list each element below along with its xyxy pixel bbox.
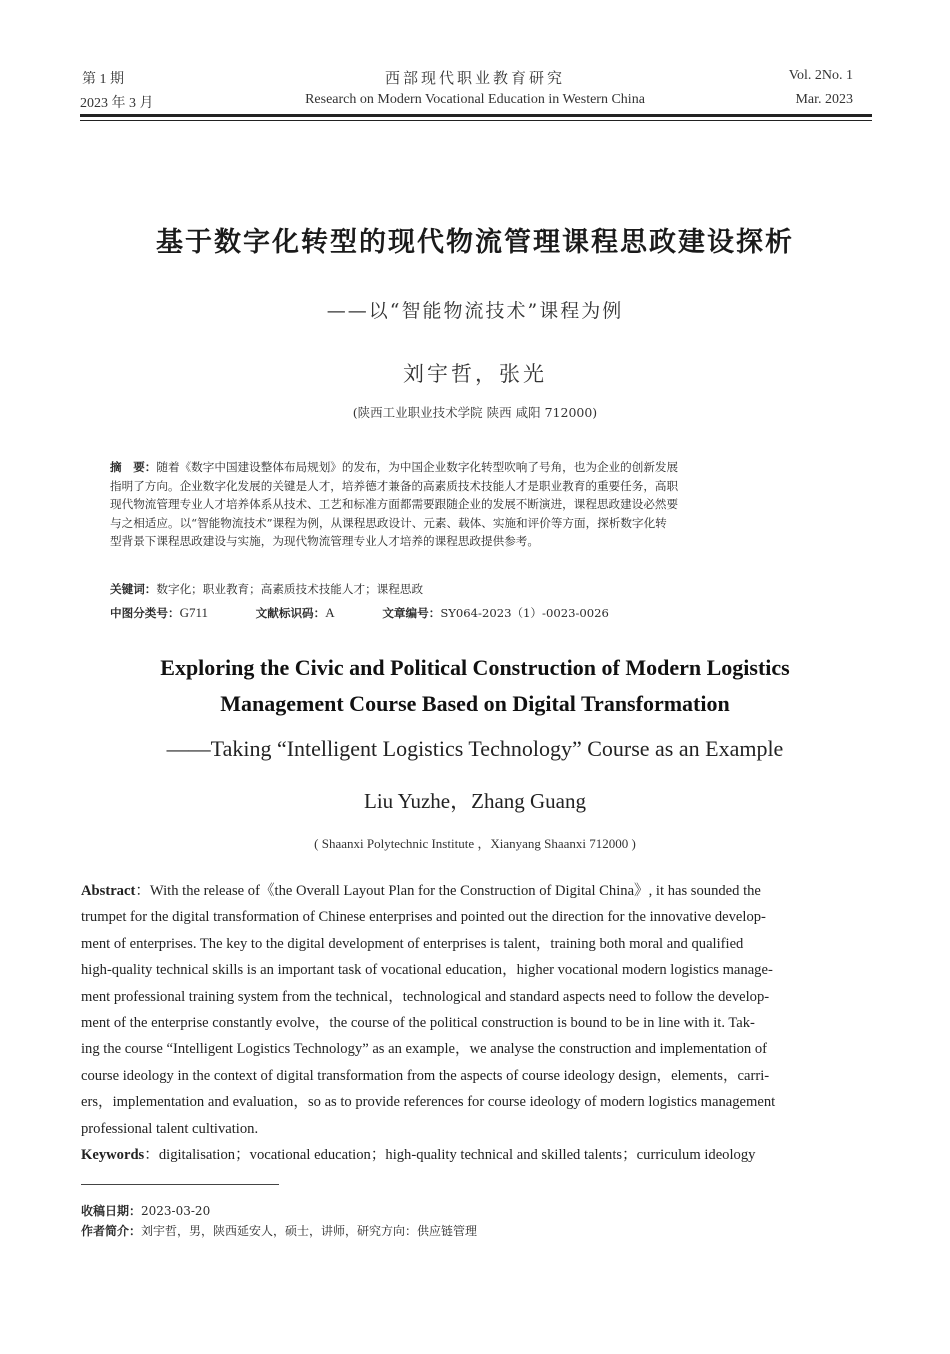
abstract-cn-line: 现代物流管理专业人才培养体系从技术、工艺和标准方面都需要跟随企业的发展不断演进，课程思政建设必然要 xyxy=(110,497,679,512)
abstract-en-line: course ideology in the context of digital transformation from the aspects of course ideology design，elements，carri- xyxy=(81,1067,770,1084)
title-en-line: Management Course Based on Digital Transformation xyxy=(220,691,730,716)
abstract-cn xyxy=(110,458,850,551)
keywords-cn xyxy=(110,580,423,599)
journal-name-en: Research on Modern Vocational Education in Western China xyxy=(305,92,645,107)
received-date: 收稿日期：2023-03-20 xyxy=(81,1204,211,1218)
keywords-cn-text: 数字化；职业教育；高素质技术技能人才；课程思政 xyxy=(156,582,424,596)
footnote xyxy=(81,1201,477,1241)
classification-line xyxy=(110,604,850,623)
footnote-rule xyxy=(81,1184,279,1185)
keywords-en: Keywords：digitalisation；vocational education；high-quality technical and skilled talents；curriculum ideology xyxy=(81,1147,756,1164)
affiliation-en: ( Shaanxi Polytechnic Institute ，Xianyang Shaanxi 712000 ) xyxy=(314,836,636,851)
article-number: SY064-2023（1）-0023-0026 xyxy=(440,606,609,620)
abstract-en-line: ers，implementation and evaluation，so as to provide references for course ideology of modern logistics management xyxy=(81,1094,776,1111)
affiliation-cn: (陕西工业职业技术学院 陕西 咸阳 712000) xyxy=(352,405,598,420)
keywords-en-text: digitalisation；vocational education；high-quality technical and skilled talents；curriculum ideology xyxy=(158,1147,756,1164)
abstract-en-line: ment of the enterprise constantly evolve，the course of the political construction is bound to be in line with it. Tak- xyxy=(81,1015,755,1032)
authors-en: Liu Yuzhe，Zhang Guang xyxy=(364,789,586,813)
abstract-cn-line: 型背景下课程思政建设与实施，为现代物流管理专业人才培养的课程思政提供参考。 xyxy=(110,534,539,549)
abstract-cn-label: 摘 要： xyxy=(110,460,157,474)
volume: Vol. 2No. 1 xyxy=(788,68,853,83)
abstract-cn-line: 与之相适应。以“智能物流技术”课程为例，从课程思政设计、元素、载体、实施和评价等方面，探析数字化转 xyxy=(110,515,667,530)
abstract-en-line: professional talent cultivation. xyxy=(81,1120,259,1137)
abstract-cn-line: 摘 要：随着《数字中国建设整体布局规划》的发布，为中国企业数字化转型吹响了号角，也为企业的创新发展 xyxy=(110,460,679,474)
abstract-en-line: ment of enterprises. The key to the digital development of enterprises is talent，training both moral and qualified xyxy=(81,935,744,952)
doc-code-label: 文献标识码： xyxy=(255,606,326,620)
authors-cn: 刘宇哲，张光 xyxy=(403,362,547,386)
abstract-en-line: ment professional training system from the technical，technological and standard aspects need to follow the develop- xyxy=(81,988,770,1005)
abstract-en-line: trumpet for the digital transformation of Chinese enterprises and pointed out the direction for the innovative develop- xyxy=(81,909,766,926)
abstract-en-line: Abstract：With the release of《the Overall Layout Plan for the Construction of Digital China》, it has sounded the xyxy=(81,883,761,899)
keywords-cn-label: 关键词： xyxy=(110,582,157,596)
abstract-cn-line: 指明了方向。企业数字化发展的关键是人才，培养德才兼备的高素质技术技能人才是职业教育的重要任务，高职 xyxy=(110,478,679,493)
subtitle-cn: ——以“智能物流技术”课程为例 xyxy=(326,300,624,322)
author-bio: 作者简介：刘宇哲，男，陕西延安人，硕士，讲师，研究方向：供应链管理 xyxy=(81,1224,478,1238)
title-en xyxy=(0,650,950,722)
header-rule-thick xyxy=(80,114,872,117)
subtitle-en: ——Taking “Intelligent Logistics Technology” Course as an Example xyxy=(166,736,784,761)
article-number-label: 文章编号： xyxy=(382,606,441,620)
issue-date-en: Mar. 2023 xyxy=(795,92,853,107)
abstract-en xyxy=(81,878,871,1168)
journal-name-cn: 西部现代职业教育研究 xyxy=(384,71,565,87)
abstract-en-label: Abstract xyxy=(81,883,136,899)
title-en-line: Exploring the Civic and Political Construction of Modern Logistics xyxy=(160,655,790,680)
clc-code: G711 xyxy=(179,605,208,620)
issue-date-cn: 2023 年 3 月 xyxy=(80,96,154,111)
header-rule-thin xyxy=(80,120,872,121)
abstract-en-line: ing the course “Intelligent Logistics Technology” as an example，we analyse the construction and implementation of xyxy=(81,1041,768,1058)
clc-label: 中图分类号： xyxy=(110,606,180,620)
abstract-en-line: high-quality technical skills is an important task of vocational education，higher vocational modern logistics manage- xyxy=(81,962,773,979)
keywords-en-label: Keywords xyxy=(81,1147,145,1164)
issue-number: 第 1 期 xyxy=(82,72,124,87)
doc-code: A xyxy=(325,605,335,620)
title-cn: 基于数字化转型的现代物流管理课程思政建设探析 xyxy=(156,227,794,258)
